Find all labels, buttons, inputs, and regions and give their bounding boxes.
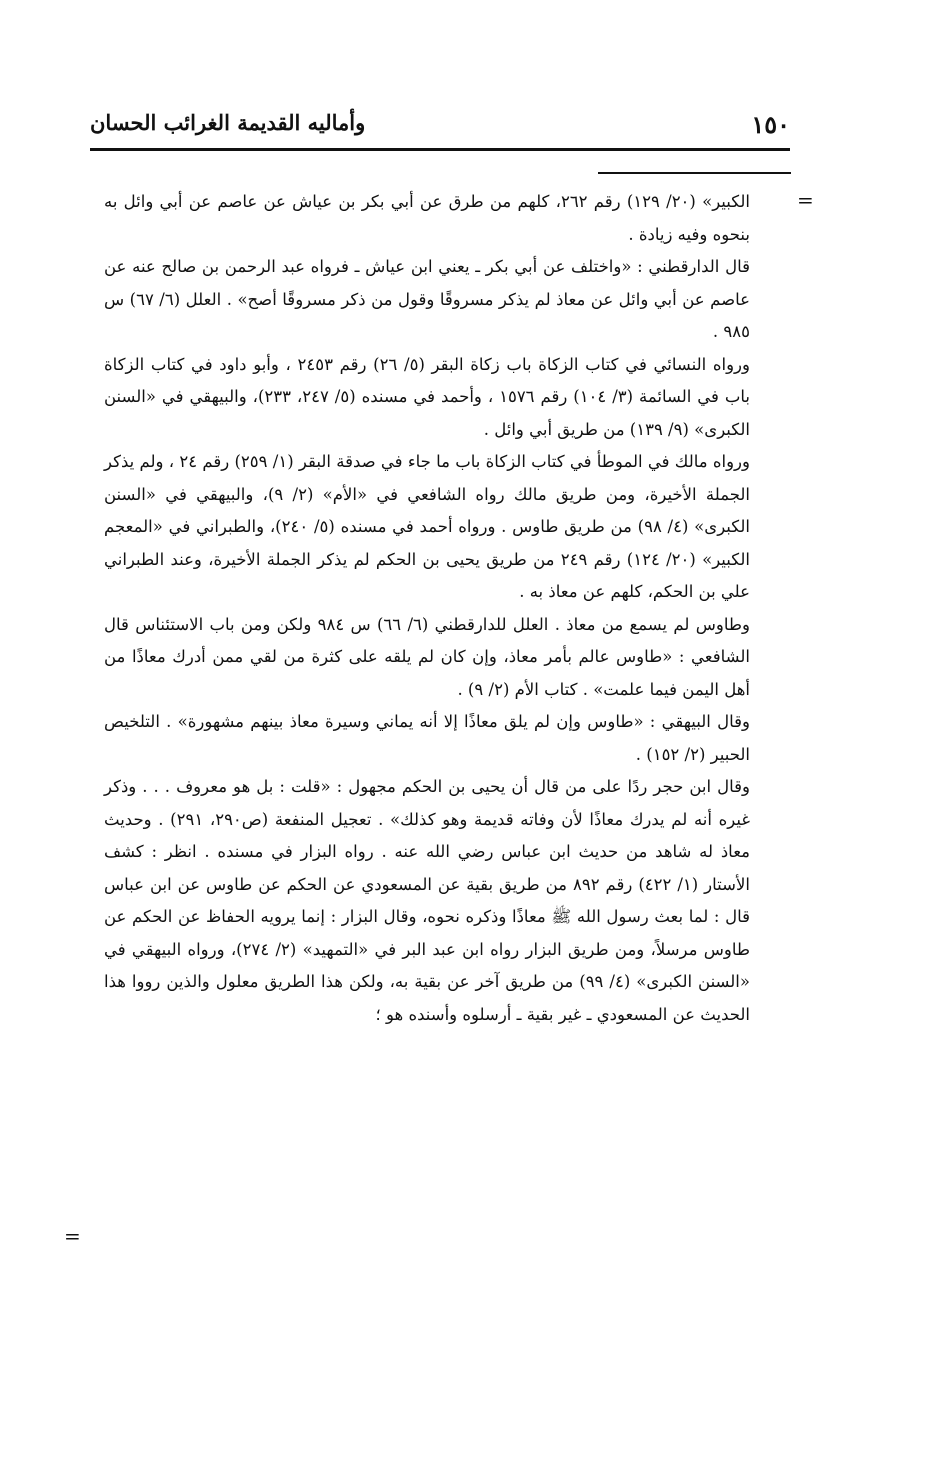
paragraph-3: ورواه النسائي في كتاب الزكاة باب زكاة البقر (٥/ ٢٦) رقم ٢٤٥٣ ، وأبو داود في كتاب الزكاة باب في السائمة (٣/ ١٠٤) رقم ١٥٧٦ ، وأحمد في مسنده (٥/ ٢٤٧، ٢٣٣)، والبيهقي في «السنن الكبرى» (٩/ ١٣٩) من طريق أبي وائل . (104, 354, 751, 439)
footnote-body (104, 186, 750, 1031)
page-header (90, 110, 790, 146)
paragraph-4: ورواه مالك في الموطأ في كتاب الزكاة باب ما جاء في صدقة البقر (١/ ٢٥٩) رقم ٢٤ ، ولم يذكر الجملة الأخيرة، ومن طريق مالك رواه الشافعي في «الأم» (٢/ ٩)، والبيهقي في «السنن الكبرى» (٤/ ٩٨) من طريق طاوس . ورواه أحمد في مسنده (٥/ ٢٤٠)، والطبراني في «المعجم الكبير» (٢٠/ ١٢٤) رقم ٢٤٩ من طريق يحيى بن الحكم لم يذكر الجملة الأخيرة، وعند الطبراني علي بن الحكم، كلهم عن معاذ به . (104, 452, 750, 601)
paragraph-5: وطاوس لم يسمع من معاذ . العلل للدارقطني (٦/ ٦٦) س ٩٨٤ ولكن ومن باب الاستئناس قال الشافعي : «طاوس عالم بأمر معاذ، وإن كان لم يلقه على كثرة من لقي ممن أدرك معاذًا من أهل اليمن فيما علمت» . كتاب الأم (٢/ ٩) . (104, 614, 750, 699)
paragraph-1: الكبير» (٢٠/ ١٢٩) رقم ٢٦٢، كلهم من طرق عن أبي بكر بن عياش عن عاصم عن أبي وائل به بنحوه وفيه زيادة . (104, 192, 750, 244)
footnote-rule (598, 172, 791, 174)
continuation-mark-bottom: = (64, 1224, 81, 1248)
page-number: ١٥٠ (751, 110, 790, 139)
paragraph-2: قال الدارقطني : «واختلف عن أبي بكر ـ يعني ابن عياش ـ فرواه عبد الرحمن بن صالح عنه عن عاصم عن أبي وائل عن معاذ لم يذكر مسروقًا وقول من ذكر مسروقًا أصح» . العلل (٦/ ٦٧) س ٩٨٥ . (104, 257, 750, 341)
running-title: وأماليه القديمة الغرائب الحسان (90, 110, 366, 135)
continuation-mark-top: = (797, 188, 814, 212)
paragraph-7: وقال ابن حجر ردًا على من قال أن يحيى بن الحكم مجهول : «قلت : بل هو معروف . . . وذكر غيره أنه لم يدرك معاذًا لأن وفاته قديمة وهو كذلك» . تعجيل المنفعة (ص٢٩٠، ٢٩١) . وحديث معاذ له شاهد من حديث ابن عباس رضي الله عنه . رواه البزار في مسنده . انظر : كشف الأستار (١/ ٤٢٢) رقم ٨٩٢ من طريق بقية عن المسعودي عن الحكم عن طاوس عن ابن عباس قال : لما بعث رسول الله ﷺ معاذًا وذكره نحوه، وقال البزار : إنما يرويه الحفاظ عن الحكم عن طاوس مرسلاً، ومن طريق البزار رواه ابن عبد البر في «التمهيد» (٢/ ٢٧٤)، ورواه البيهقي في «السنن الكبرى» (٤/ ٩٩) من طريق آخر عن بقية به، ولكن هذا الطريق معلول والذين رووا هذا الحديث عن المسعودي ـ غير بقية ـ أرسلوه وأسنده هو ؛ (104, 777, 751, 1024)
header-rule (90, 148, 790, 151)
paragraph-6: وقال البيهقي : «طاوس وإن لم يلق معاذًا إلا أنه يماني وسيرة معاذ بينهم مشهورة» . التلخيص الحبير (٢/ ١٥٢) . (104, 712, 750, 764)
